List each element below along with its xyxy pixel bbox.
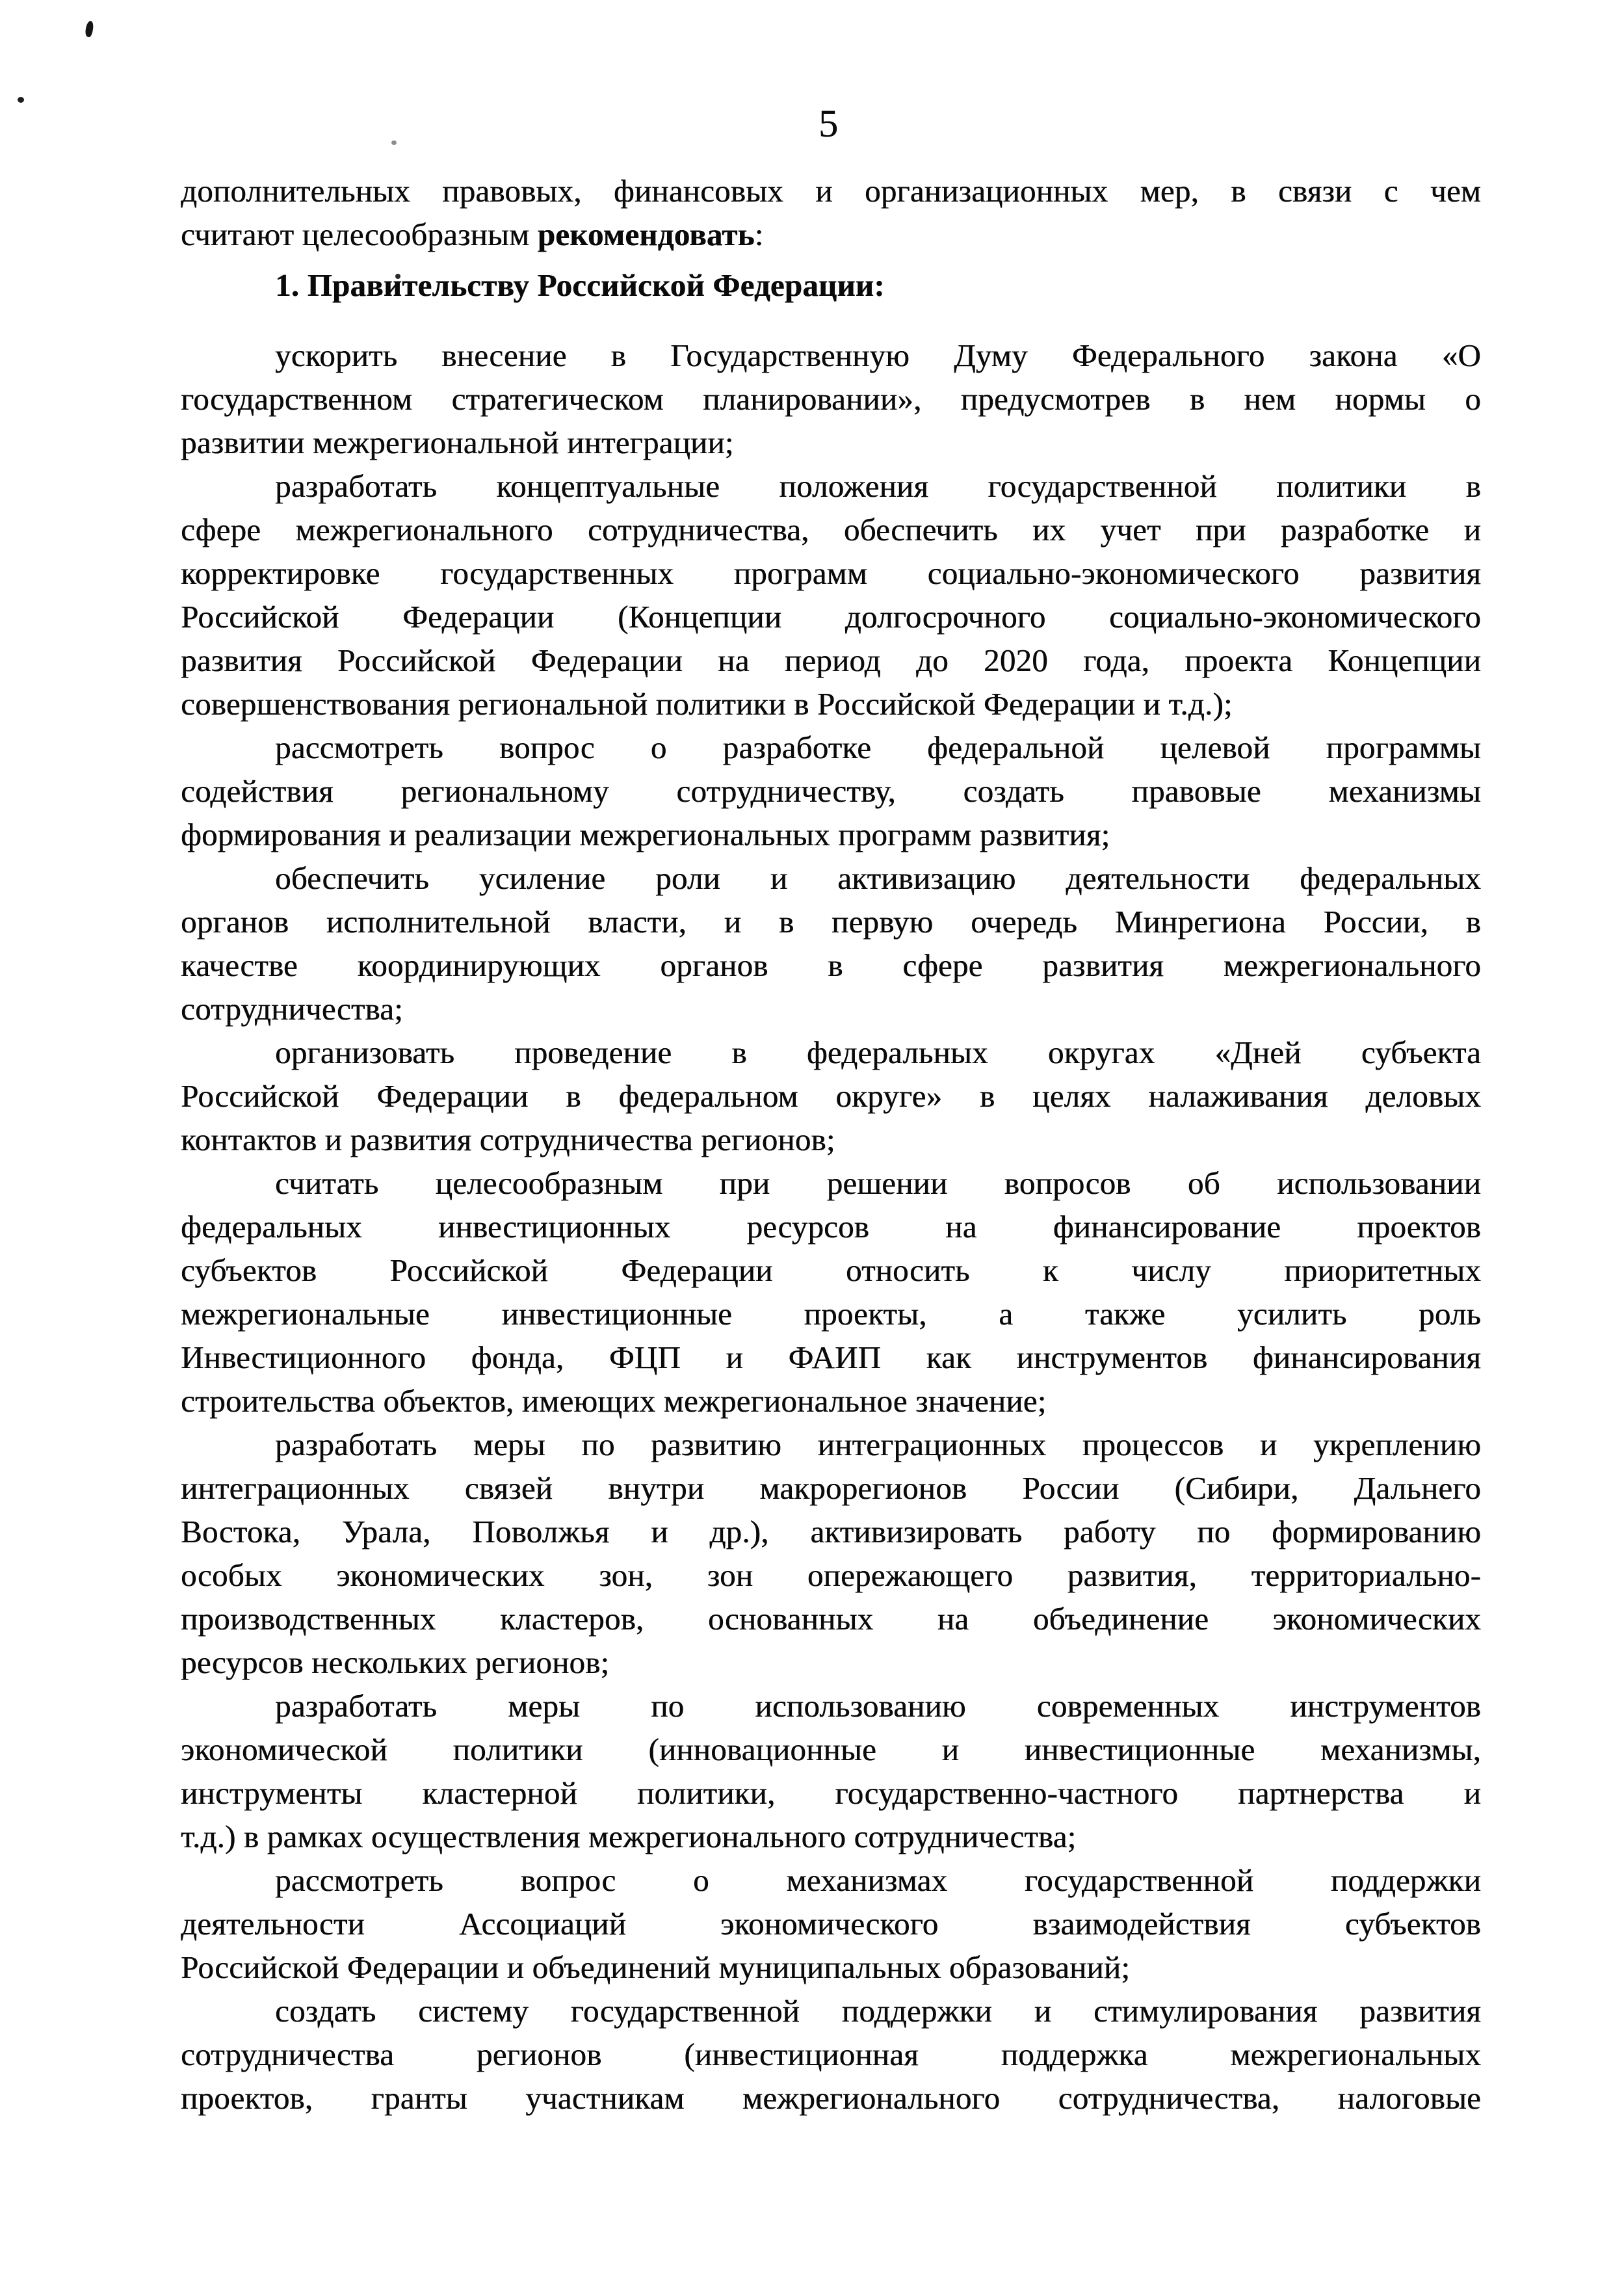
scan-artifact xyxy=(18,97,24,103)
section-heading: 1. Правительству Российской Федерации: xyxy=(275,267,885,303)
intro-text: считают целесообразным xyxy=(181,217,538,252)
text-line: обеспечить усиление роли и активизацию деятельности федеральных xyxy=(275,860,1481,896)
paragraph xyxy=(181,334,1481,464)
text-line: особых экономических зон, зон опережающего развития, территориально- xyxy=(181,1557,1481,1593)
text-line: экономической политики (инновационные и инвестиционные механизмы, xyxy=(181,1732,1481,1767)
text-line: федеральных инвестиционных ресурсов на финансирование проектов xyxy=(181,1209,1481,1245)
text-line: рассмотреть вопрос о разработке федеральной целевой программы xyxy=(275,730,1481,765)
text-line: субъектов Российской Федерации относить к числу приоритетных xyxy=(181,1252,1481,1288)
paragraphs-container xyxy=(181,334,1481,2120)
text-line: т.д.) в рамках осуществления межрегионального сотрудничества; xyxy=(181,1819,1077,1854)
text-line: разработать меры по развитию интеграционных процессов и укреплению xyxy=(275,1427,1481,1462)
text-line: разработать меры по использованию современных инструментов xyxy=(275,1688,1481,1724)
text-line: дополнительных правовых, финансовых и организационных мер, в связи с чем xyxy=(181,173,1481,209)
text-line: межрегиональные инвестиционные проекты, а также усилить роль xyxy=(181,1296,1481,1332)
text-line: сотрудничества регионов (инвестиционная поддержка межрегиональных xyxy=(181,2037,1481,2072)
text-line: ускорить внесение в Государственную Думу Федерального закона «О xyxy=(275,337,1481,373)
paragraph xyxy=(181,1858,1481,1989)
text-line: Востока, Урала, Поволжья и др.), активизировать работу по формированию xyxy=(181,1514,1481,1549)
paragraph xyxy=(181,1684,1481,1858)
text-line: считать целесообразным при решении вопросов об использовании xyxy=(275,1165,1481,1201)
text-line: Российской Федерации и объединений муниципальных образований; xyxy=(181,1949,1131,1985)
paragraph xyxy=(181,856,1481,1031)
paragraph xyxy=(181,1161,1481,1423)
text-line: организовать проведение в федеральных округах «Дней субъекта xyxy=(275,1035,1481,1070)
text-line: качестве координирующих органов в сфере развития межрегионального xyxy=(181,947,1481,983)
text-line: корректировке государственных программ социально-экономического развития xyxy=(181,555,1481,591)
intro-paragraph xyxy=(181,169,1481,256)
text-line: производственных кластеров, основанных на объединение экономических xyxy=(181,1601,1481,1637)
document-content xyxy=(181,169,1481,2120)
paragraph xyxy=(181,1989,1481,2120)
text-line xyxy=(181,213,1481,256)
text-line: интеграционных связей внутри макрорегионов России (Сибири, Дальнего xyxy=(181,1470,1481,1506)
intro-text-tail: : xyxy=(754,217,764,252)
scan-artifact xyxy=(391,140,397,145)
text-line: проектов, гранты участникам межрегионального сотрудничества, налоговые xyxy=(181,2080,1481,2116)
text-line: контактов и развития сотрудничества регионов; xyxy=(181,1122,835,1157)
text-line: строительства объектов, имеющих межрегиональное значение; xyxy=(181,1383,1047,1419)
page-number: 5 xyxy=(819,102,838,145)
paragraph xyxy=(181,1423,1481,1684)
text-line: создать систему государственной поддержки и стимулирования развития xyxy=(275,1993,1481,2029)
text-line: совершенствования региональной политики в Российской Федерации и т.д.); xyxy=(181,686,1233,722)
text-line: Инвестиционного фонда, ФЦП и ФАИП как инструментов финансирования xyxy=(181,1339,1481,1375)
scan-artifact xyxy=(85,20,94,38)
text-line: сфере межрегионального сотрудничества, обеспечить их учет при разработке и xyxy=(181,512,1481,547)
paragraph xyxy=(181,464,1481,726)
text-line: деятельности Ассоциаций экономического взаимодействия субъектов xyxy=(181,1906,1481,1942)
text-line: рассмотреть вопрос о механизмах государственной поддержки xyxy=(275,1862,1481,1898)
paragraph xyxy=(181,726,1481,856)
text-line: инструменты кластерной политики, государственно-частного партнерства и xyxy=(181,1775,1481,1811)
text-line: Российской Федерации в федеральном округе» в целях налаживания деловых xyxy=(181,1078,1481,1114)
text-line: ресурсов нескольких регионов; xyxy=(181,1644,610,1680)
paragraph xyxy=(181,1031,1481,1161)
text-line: государственном стратегическом планировании», предусмотрев в нем нормы о xyxy=(181,381,1481,417)
text-line: разработать концептуальные положения государственной политики в xyxy=(275,468,1481,504)
text-line: развитии межрегиональной интеграции; xyxy=(181,425,734,460)
text-line: развития Российской Федерации на период до 2020 года, проекта Концепции xyxy=(181,642,1481,678)
text-line: формирования и реализации межрегиональных программ развития; xyxy=(181,817,1110,852)
intro-bold-word: рекомендовать xyxy=(537,217,755,252)
text-line: сотрудничества; xyxy=(181,991,403,1027)
text-line: Российской Федерации (Концепции долгосрочного социально-экономического xyxy=(181,599,1481,635)
text-line: содействия региональному сотрудничеству, создать правовые механизмы xyxy=(181,773,1481,809)
text-line: органов исполнительной власти, и в первую очередь Минрегиона России, в xyxy=(181,904,1481,940)
